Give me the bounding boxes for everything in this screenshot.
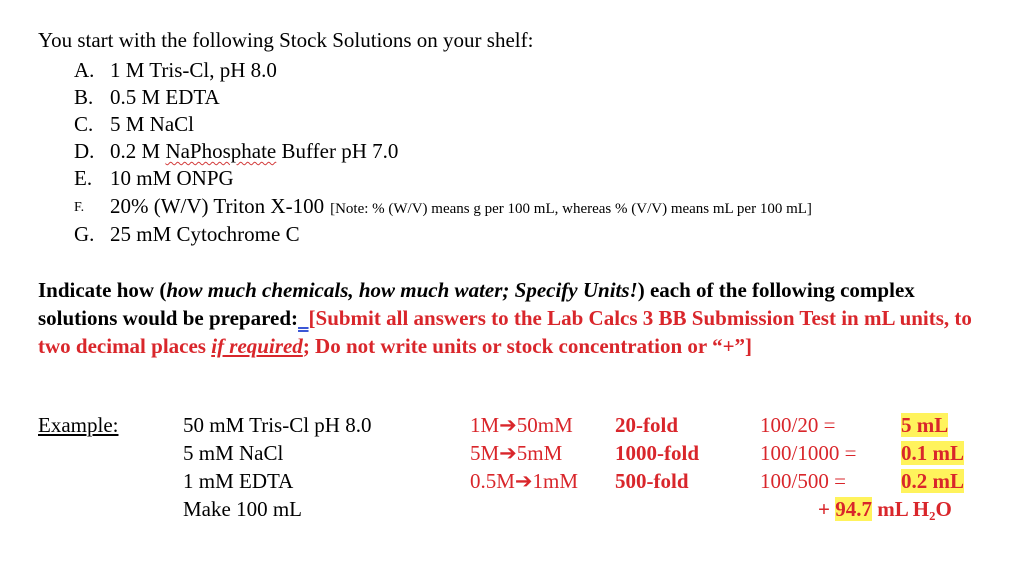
item-text [110,194,812,219]
list-item [74,85,974,111]
conversion: 5M➔5mM [470,441,563,465]
division: 100/20 = [760,413,836,437]
fold-value: 500-fold [615,469,689,493]
list-item [74,166,974,192]
item-letter: C. [74,112,94,136]
submission-note-text: [Submit all answers to the Lab Calcs 3 BB Submission Test in mL units, to two decimal places [38,306,972,358]
result-volume [901,413,948,438]
water-volume [818,497,952,522]
item-text-pre: 0.2 M [110,139,166,163]
recipe-line: 1 mM EDTA [183,469,294,493]
instructions-text-2: ) each of the following complex solutions would be prepared: [38,278,915,330]
item-text: 10 mM ONPG [110,166,234,190]
item-letter: G. [74,222,95,246]
result-volume-text: 5 mL [901,413,949,437]
water-value: 94.7 [835,497,872,521]
result-volume [901,441,964,466]
water-plus: + [818,497,836,521]
item-text: 1 M Tris-Cl, pH 8.0 [110,58,277,82]
result-volume-text: 0.2 mL [901,469,964,493]
recipe-line: 5 mM NaCl [183,441,284,465]
item-letter: B. [74,85,94,109]
submission-note-emphasis: if required [211,334,303,358]
submission-note-text-2: ; Do not write units or stock concentration or “+”] [302,334,753,358]
result-volume [901,469,964,494]
conversion: 1M➔50mM [470,413,573,437]
water-unit: mL H₂O [871,497,952,521]
item-text: 25 mM Cytochrome C [110,222,300,246]
list-item [74,194,974,220]
fold-value: 20-fold [615,413,678,437]
recipe-line: 50 mM Tris-Cl pH 8.0 [183,413,372,437]
conversion: 0.5M➔1mM [470,469,579,493]
instructions-paragraph [38,276,978,360]
item-letter: F. [74,200,85,215]
item-letter: D. [74,139,95,163]
spellcheck-word: NaPhosphate [165,139,277,163]
item-text: 0.5 M EDTA [110,85,220,109]
list-item [74,112,974,138]
item-text-post: Buffer pH 7.0 [276,139,399,163]
example-label: Example: [38,413,119,437]
inserted-space [298,306,309,330]
list-item [74,222,974,248]
instructions-text: Indicate how ( [38,278,167,302]
fold-value: 1000-fold [615,441,699,465]
item-text: 5 M NaCl [110,112,194,136]
instructions-emphasis: how much chemicals, how much water; Specify Units! [166,278,638,302]
list-item [74,139,974,165]
item-letter: E. [74,166,93,190]
recipe-line: Make 100 mL [183,497,302,521]
item-text-main: 20% (W/V) Triton X-100 [110,194,325,218]
stock-solutions-list [74,58,974,258]
result-volume-text: 0.1 mL [901,441,964,465]
division: 100/500 = [760,469,846,493]
item-letter: A. [74,58,95,82]
list-item [74,58,974,84]
intro-text: You start with the following Stock Solutions on your shelf: [38,28,534,52]
item-text [110,139,398,164]
note-text: [Note: % (W/V) means g per 100 mL, whereas % (V/V) means mL per 100 mL] [330,201,812,217]
division: 100/1000 = [760,441,857,465]
